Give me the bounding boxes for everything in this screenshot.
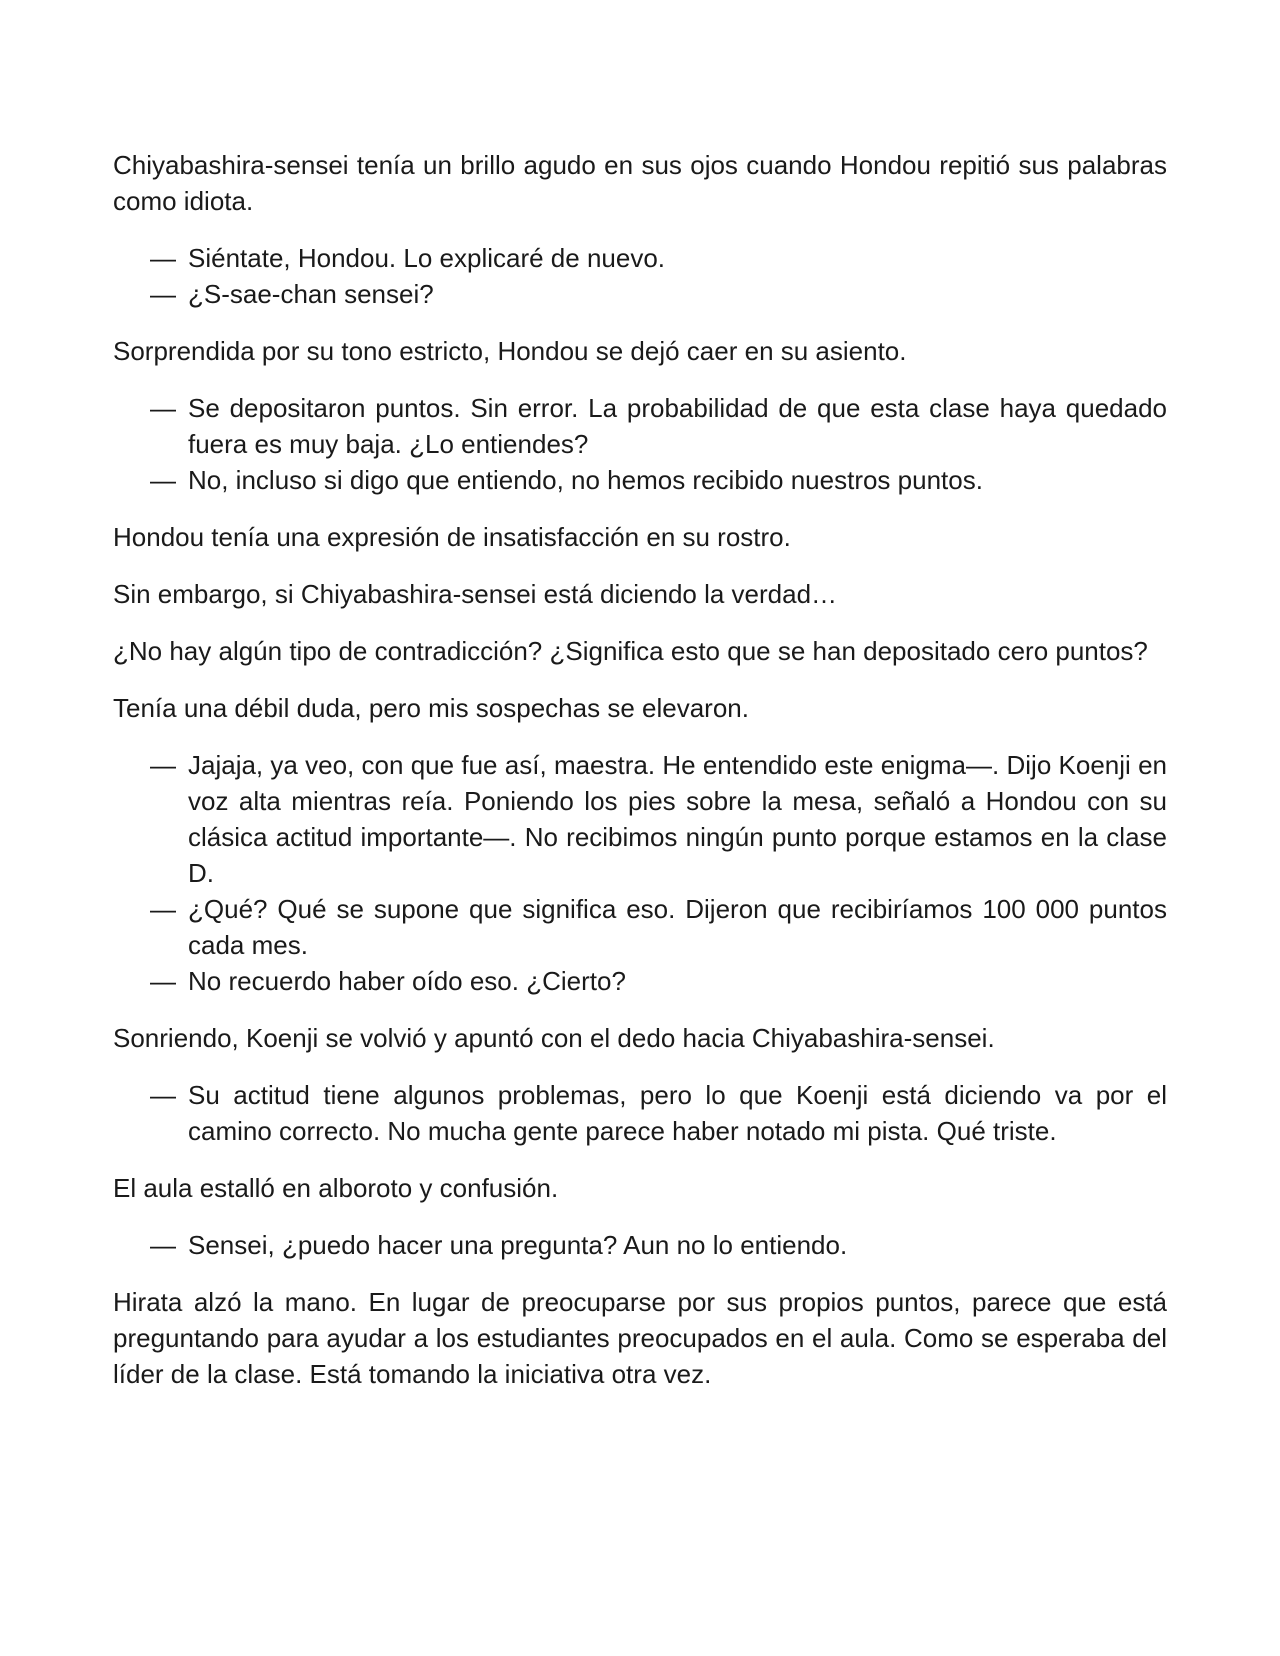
dialogue-dash: — (150, 465, 176, 495)
document-page (113, 147, 1167, 1413)
dialogue-line (113, 276, 1167, 312)
dialogue-line (113, 462, 1167, 498)
dialogue-dash: — (150, 750, 176, 780)
dialogue-text: Su actitud tiene algunos problemas, pero lo que Koenji está diciendo va por el camino correcto. No mucha gente parece haber notado mi pista. Qué triste. (188, 1080, 1167, 1146)
paragraph: Hondou tenía una expresión de insatisfacción en su rostro. (113, 522, 791, 552)
paragraph: Chiyabashira-sensei tenía un brillo agudo en sus ojos cuando Hondou repitió sus palabras como idiota. (113, 150, 1167, 216)
paragraph: El aula estalló en alboroto y confusión. (113, 1173, 559, 1203)
dialogue-line (113, 891, 1167, 963)
dialogue-text: ¿S-sae-chan sensei? (188, 279, 434, 309)
dialogue-line (113, 390, 1167, 462)
dialogue-line (113, 747, 1167, 891)
dialogue-text: No recuerdo haber oído eso. ¿Cierto? (188, 966, 626, 996)
dialogue-line (113, 1077, 1167, 1149)
dialogue-dash: — (150, 966, 176, 996)
dialogue-dash: — (150, 1230, 176, 1260)
paragraph: Sorprendida por su tono estricto, Hondou se dejó caer en su asiento. (113, 336, 907, 366)
paragraph: Sonriendo, Koenji se volvió y apuntó con el dedo hacia Chiyabashira-sensei. (113, 1023, 995, 1053)
dialogue-text: No, incluso si digo que entiendo, no hemos recibido nuestros puntos. (188, 465, 983, 495)
paragraph: ¿No hay algún tipo de contradicción? ¿Significa esto que se han depositado cero puntos? (113, 636, 1148, 666)
dialogue-text: Sensei, ¿puedo hacer una pregunta? Aun no lo entiendo. (188, 1230, 848, 1260)
dialogue-dash: — (150, 1080, 176, 1110)
dialogue-block (113, 747, 1167, 999)
dialogue-text: Se depositaron puntos. Sin error. La probabilidad de que esta clase haya quedado fuera es muy baja. ¿Lo entiendes? (188, 393, 1167, 459)
dialogue-line (113, 1227, 1167, 1263)
dialogue-text: Siéntate, Hondou. Lo explicaré de nuevo. (188, 243, 666, 273)
dialogue-text: Jajaja, ya veo, con que fue así, maestra. He entendido este enigma—. Dijo Koenji en voz alta mientras reía. Poniendo los pies sobre la mesa, señaló a Hondou con su clásica actitud importante—. No recibimos ningún punto porque estamos en la clase D. (188, 750, 1167, 888)
dialogue-dash: — (150, 279, 176, 309)
paragraph: Hirata alzó la mano. En lugar de preocuparse por sus propios puntos, parece que está preguntando para ayudar a los estudiantes preocupados en el aula. Como se esperaba del líder de la clase. Está tomando la iniciativa otra vez. (113, 1287, 1167, 1389)
dialogue-dash: — (150, 894, 176, 924)
dialogue-block (113, 1227, 1167, 1263)
dialogue-block (113, 240, 1167, 312)
dialogue-dash: — (150, 243, 176, 273)
paragraph: Tenía una débil duda, pero mis sospechas se elevaron. (113, 693, 749, 723)
dialogue-line (113, 963, 1167, 999)
dialogue-line (113, 240, 1167, 276)
dialogue-dash: — (150, 393, 176, 423)
paragraph: Sin embargo, si Chiyabashira-sensei está diciendo la verdad… (113, 579, 838, 609)
dialogue-text: ¿Qué? Qué se supone que significa eso. Dijeron que recibiríamos 100 000 puntos cada mes. (188, 894, 1167, 960)
dialogue-block (113, 390, 1167, 498)
dialogue-block (113, 1077, 1167, 1149)
